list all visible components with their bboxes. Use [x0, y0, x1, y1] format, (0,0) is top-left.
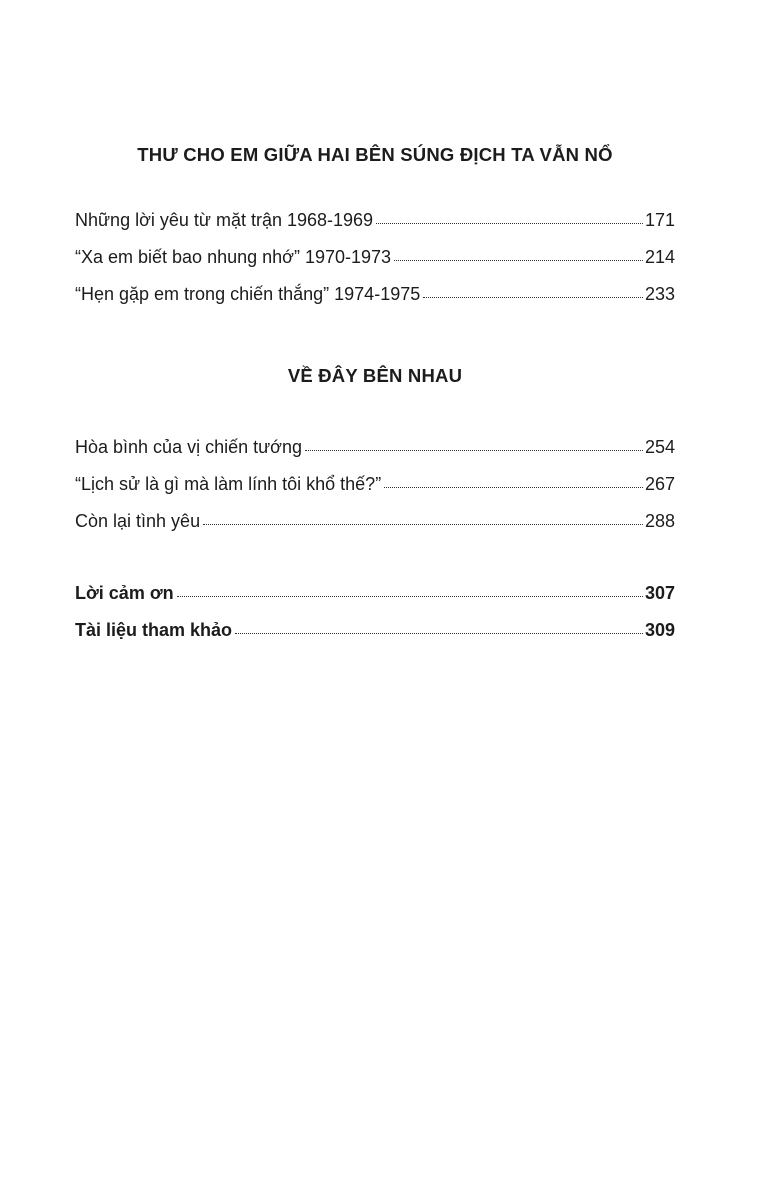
dot-leader: [203, 510, 643, 525]
toc-entry-page: 254: [644, 437, 675, 457]
toc-entry-title: Tài liệu tham khảo: [75, 620, 233, 640]
toc-entry-title: “Hẹn gặp em trong chiến thắng” 1974-1975: [75, 284, 421, 304]
toc-entry-title: “Xa em biết bao nhung nhớ” 1970-1973: [75, 247, 392, 267]
toc-entry-page: 214: [644, 247, 675, 267]
toc-entry-page: 267: [644, 474, 675, 494]
toc-entry-title: Còn lại tình yêu: [75, 511, 201, 531]
toc-entry-references[interactable]: [75, 619, 675, 656]
toc-entry-acknowledgements[interactable]: [75, 582, 675, 619]
toc-entry-page: 233: [644, 284, 675, 304]
toc-entry[interactable]: [75, 209, 675, 246]
toc-section-1: [75, 143, 675, 320]
dot-leader: [376, 209, 643, 224]
toc-list: [75, 209, 675, 320]
section-heading: VỀ ĐÂY BÊN NHAU: [287, 365, 463, 386]
dot-leader: [394, 246, 643, 261]
toc-entry-title: Lời cảm ơn: [75, 583, 174, 603]
dot-leader: [177, 582, 643, 597]
toc-entry[interactable]: [75, 510, 675, 547]
dot-leader: [235, 619, 643, 634]
toc-entry[interactable]: [75, 436, 675, 473]
dot-leader: [305, 436, 643, 451]
toc-back-matter: [75, 582, 675, 656]
toc-entry[interactable]: [75, 473, 675, 510]
section-heading: THƯ CHO EM GIỮA HAI BÊN SÚNG ĐỊCH TA VẪN NỔ: [137, 144, 613, 165]
toc-entry-title: Những lời yêu từ mặt trận 1968-1969: [75, 210, 374, 230]
toc-entry-page: 309: [644, 620, 675, 640]
toc-section-2: [75, 364, 675, 547]
toc-list: [75, 436, 675, 547]
toc-entry-title: Hòa bình của vị chiến tướng: [75, 437, 302, 457]
toc-entry-page: 171: [644, 210, 675, 230]
toc-entry[interactable]: [75, 283, 675, 320]
toc-entry-page: 307: [644, 583, 675, 603]
toc-entry-page: 288: [644, 511, 675, 531]
dot-leader: [423, 283, 643, 298]
toc-list: [75, 582, 675, 656]
dot-leader: [384, 473, 643, 488]
toc-entry-title: “Lịch sử là gì mà làm lính tôi khổ thế?”: [75, 474, 382, 494]
toc-entry[interactable]: [75, 246, 675, 283]
